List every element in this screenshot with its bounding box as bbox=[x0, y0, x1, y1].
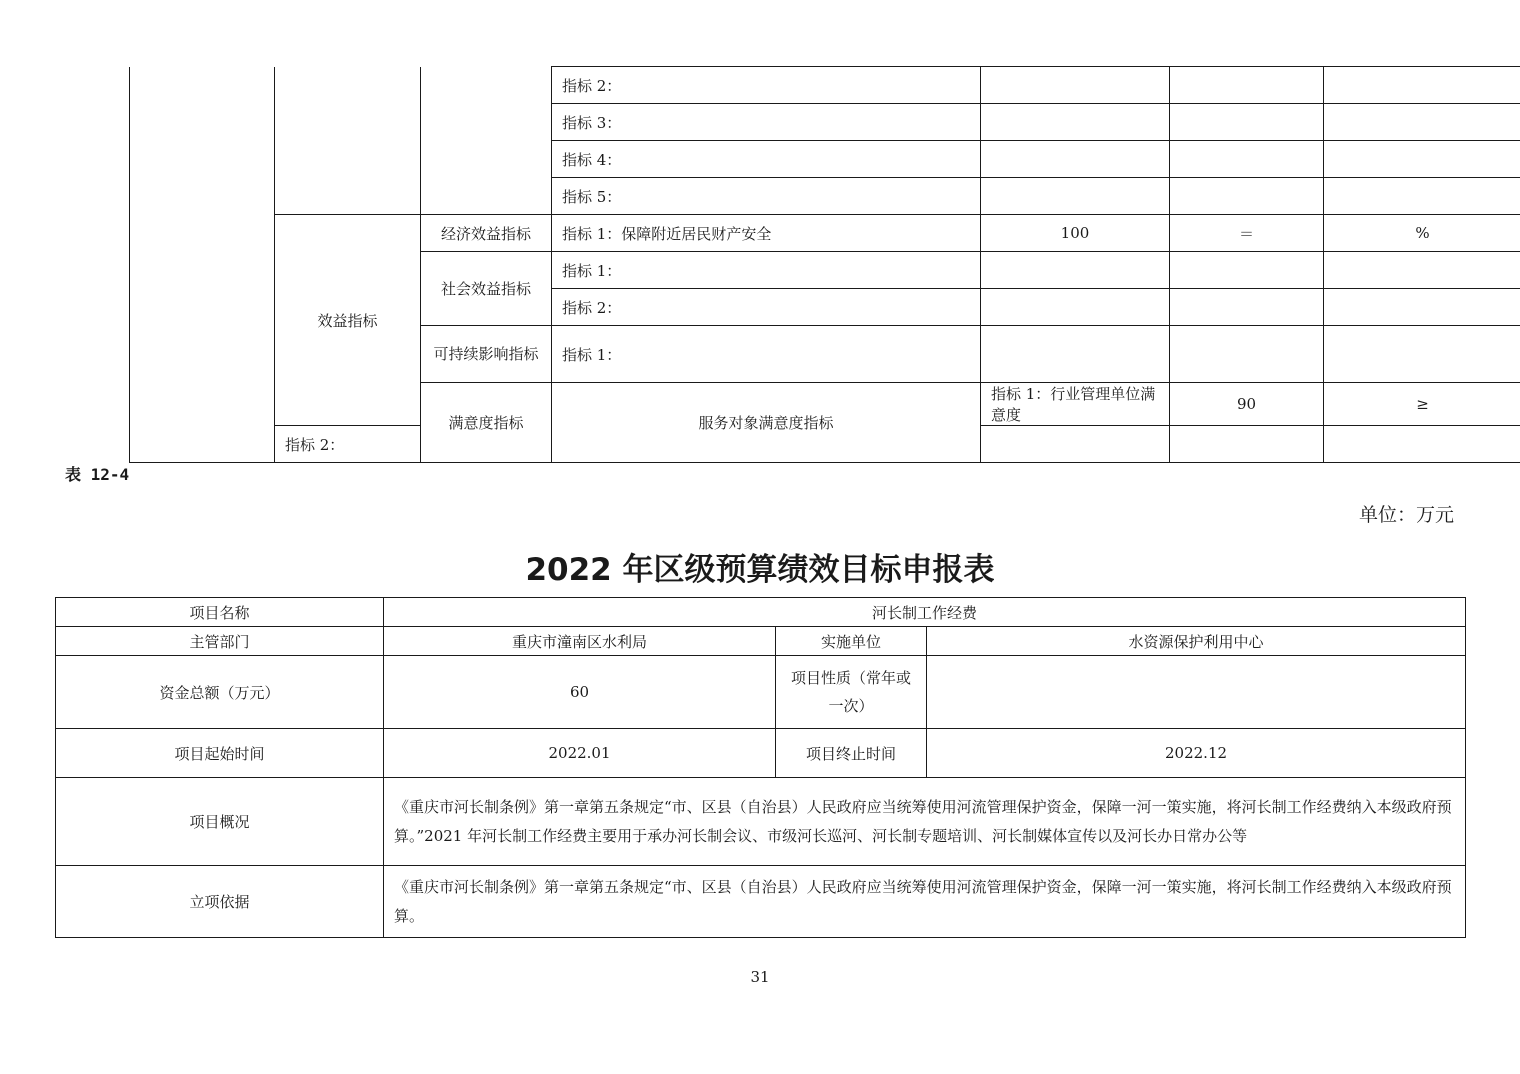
unit-cell bbox=[1324, 326, 1520, 383]
value-cell bbox=[981, 104, 1170, 141]
total-fund-value: 60 bbox=[384, 656, 776, 729]
second-level-cell bbox=[421, 67, 552, 215]
implementing-unit-label: 实施单位 bbox=[776, 627, 927, 656]
end-time-value: 2022.12 bbox=[927, 729, 1466, 778]
unit-cell bbox=[1324, 67, 1520, 104]
project-basis-label: 立项依据 bbox=[56, 866, 384, 938]
project-name-label: 项目名称 bbox=[56, 598, 384, 627]
operator-cell bbox=[1170, 289, 1324, 326]
outer-category-cell bbox=[130, 67, 275, 463]
end-time-label: 项目终止时间 bbox=[776, 729, 927, 778]
value-cell: 90 bbox=[1170, 383, 1324, 426]
operator-cell: ＝ bbox=[1170, 215, 1324, 252]
total-fund-label: 资金总额（万元） bbox=[56, 656, 384, 729]
unit-cell bbox=[1324, 104, 1520, 141]
value-cell bbox=[981, 141, 1170, 178]
start-time-value: 2022.01 bbox=[384, 729, 776, 778]
unit-cell bbox=[1324, 289, 1520, 326]
unit-cell: % bbox=[1324, 215, 1520, 252]
department-value: 重庆市潼南区水利局 bbox=[384, 627, 776, 656]
indicator-cell: 指标 5： bbox=[552, 178, 981, 215]
budget-declaration-form bbox=[55, 597, 1466, 938]
value-cell bbox=[981, 289, 1170, 326]
department-label: 主管部门 bbox=[56, 627, 384, 656]
indicator-cell: 指标 2： bbox=[275, 426, 421, 463]
value-cell bbox=[981, 178, 1170, 215]
indicator-cell: 指标 3： bbox=[552, 104, 981, 141]
value-cell bbox=[981, 252, 1170, 289]
project-overview-label: 项目概况 bbox=[56, 778, 384, 866]
operator-cell bbox=[1170, 141, 1324, 178]
page-title: 2022 年区级预算绩效目标申报表 bbox=[525, 552, 995, 588]
indicator-cell: 指标 1：行业管理单位满意度 bbox=[981, 383, 1170, 426]
indicator-cell: 指标 1：保障附近居民财产安全 bbox=[552, 215, 981, 252]
operator-cell: ≥ bbox=[1324, 383, 1520, 426]
satisfaction-category-cell: 满意度指标 bbox=[421, 383, 552, 463]
value-cell bbox=[981, 426, 1170, 463]
economic-benefit-label: 经济效益指标 bbox=[421, 215, 552, 252]
first-level-cell bbox=[275, 67, 421, 215]
indicator-cell: 指标 1： bbox=[552, 326, 981, 383]
operator-cell bbox=[1170, 252, 1324, 289]
operator-cell bbox=[1170, 326, 1324, 383]
project-name-value: 河长制工作经费 bbox=[384, 598, 1466, 627]
page-number: 31 bbox=[750, 968, 770, 986]
service-satisfaction-label: 服务对象满意度指标 bbox=[552, 383, 981, 463]
unit-cell bbox=[1324, 178, 1520, 215]
value-cell bbox=[981, 67, 1170, 104]
indicator-cell: 指标 1： bbox=[552, 252, 981, 289]
indicator-cell: 指标 2： bbox=[552, 67, 981, 104]
implementing-unit-value: 水资源保护利用中心 bbox=[927, 627, 1466, 656]
sustainable-impact-label: 可持续影响指标 bbox=[421, 326, 552, 383]
project-nature-label: 项目性质（常年或一次） bbox=[776, 656, 927, 729]
benefit-category-cell: 效益指标 bbox=[275, 215, 421, 426]
performance-indicator-table-continued bbox=[129, 66, 1520, 463]
value-cell bbox=[981, 326, 1170, 383]
operator-cell bbox=[1170, 178, 1324, 215]
project-nature-value bbox=[927, 656, 1466, 729]
indicator-cell: 指标 4： bbox=[552, 141, 981, 178]
unit-cell bbox=[1324, 252, 1520, 289]
unit-cell bbox=[1324, 426, 1520, 463]
start-time-label: 项目起始时间 bbox=[56, 729, 384, 778]
social-benefit-label: 社会效益指标 bbox=[421, 252, 552, 326]
operator-cell bbox=[1170, 67, 1324, 104]
operator-cell bbox=[1170, 426, 1324, 463]
project-overview-text: 《重庆市河长制条例》第一章第五条规定“市、区县（自治县）人民政府应当统筹使用河流管理保护资金，保障一河一策实施，将河长制工作经费纳入本级政府预算。”2021 年河长制工作经费主要用于承办河长制会议、市级河长巡河、河长制专题培训、河长制媒体宣传以及河长办日常办公等 bbox=[384, 778, 1466, 866]
unit-cell bbox=[1324, 141, 1520, 178]
unit-label: 单位：万元 bbox=[1358, 504, 1454, 526]
table-number-label: 表 12-4 bbox=[65, 465, 130, 484]
value-cell: 100 bbox=[981, 215, 1170, 252]
project-basis-text: 《重庆市河长制条例》第一章第五条规定“市、区县（自治县）人民政府应当统筹使用河流管理保护资金，保障一河一策实施，将河长制工作经费纳入本级政府预算。 bbox=[384, 866, 1466, 938]
operator-cell bbox=[1170, 104, 1324, 141]
indicator-cell: 指标 2： bbox=[552, 289, 981, 326]
